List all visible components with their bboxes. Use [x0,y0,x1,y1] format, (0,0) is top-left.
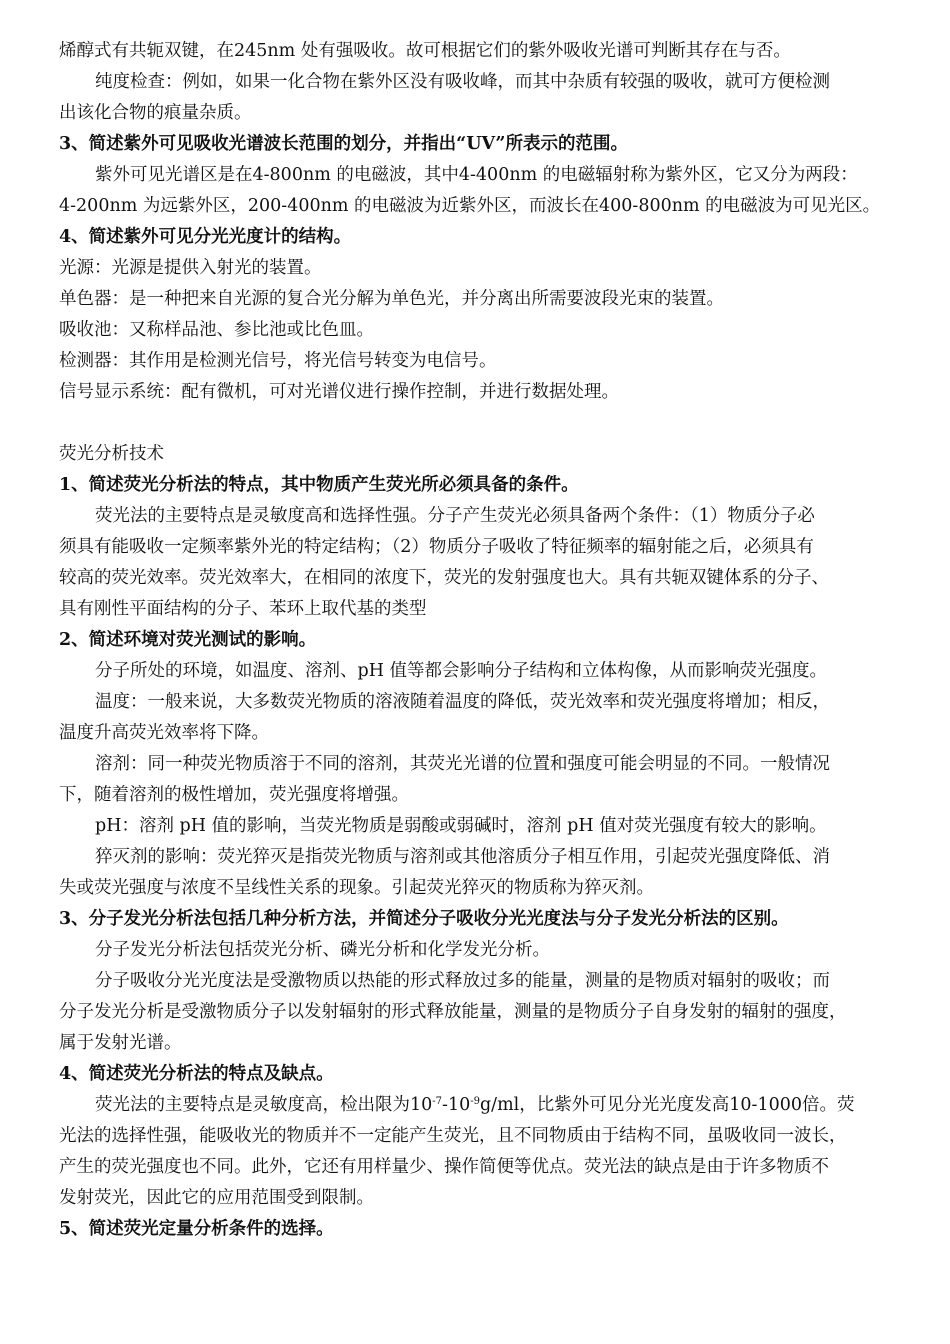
paragraph-line [59,1090,898,1121]
question-heading: 2、简述环境对荧光测试的影响。 [59,630,317,650]
paragraph-line: 具有刚性平面结构的分子、苯环上取代基的类型 [59,599,427,619]
question-heading: 1、简述荧光分析法的特点，其中物质产生荧光所必须具备的条件。 [59,475,579,495]
paragraph-line: 出该化合物的痕量杂质。 [59,103,252,123]
text-run: 荧光法的主要特点是灵敏度高，检出限为10 [95,1095,433,1115]
paragraph-line: 失或荧光强度与浓度不呈线性关系的现象。引起荧光猝灭的物质称为猝灭剂。 [59,878,654,898]
paragraph-line: 产生的荧光强度也不同。此外，它还有用样量少、操作简便等优点。荧光法的缺点是由于许多物质不 [59,1157,829,1177]
question-heading: 3、分子发光分析法包括几种分析方法，并简述分子吸收分光光度法与分子发光分析法的区别。 [59,909,789,929]
superscript: -7 [432,1096,443,1107]
text-run: -10 [442,1095,471,1115]
list-item: 吸收池：又称样品池、参比池或比色皿。 [59,320,374,340]
paragraph-line: 分子发光分析是受激物质分子以发射辐射的形式释放能量，测量的是物质分子自身发射的辐射的强度， [59,1002,847,1022]
paragraph-line: 光法的选择性强，能吸收光的物质并不一定能产生荧光，且不同物质由于结构不同，虽吸收同一波长， [59,1126,847,1146]
paragraph-line: 发射荧光，因此它的应用范围受到限制。 [59,1188,374,1208]
paragraph-line: 分子所处的环境，如温度、溶剂、pH 值等都会影响分子结构和立体构像，从而影响荧光强度。 [95,661,828,681]
question-heading: 4、简述荧光分析法的特点及缺点。 [59,1064,334,1084]
paragraph-line: 烯醇式有共轭双键，在245nm 处有强吸收。故可根据它们的紫外吸收光谱可判断其存在与否。 [59,41,791,61]
blank-line [59,408,898,439]
paragraph-line: 分子吸收分光光度法是受激物质以热能的形式释放过多的能量，测量的是物质对辐射的吸收；而 [95,971,830,991]
paragraph-line: 4-200nm 为远紫外区，200-400nm 的电磁波为近紫外区，而波长在400-800nm 的电磁波为可见光区。 [59,196,881,216]
section-title: 荧光分析技术 [59,444,164,464]
question-heading: 4、简述紫外可见分光光度计的结构。 [59,227,352,247]
paragraph-line: 溶剂：同一种荧光物质溶于不同的溶剂，其荧光光谱的位置和强度可能会明显的不同。一般情况 [95,754,830,774]
list-item: 单色器：是一种把来自光源的复合光分解为单色光，并分离出所需要波段光束的装置。 [59,289,724,309]
question-heading: 3、简述紫外可见吸收光谱波长范围的划分，并指出“UV”所表示的范围。 [59,134,628,154]
paragraph-line: 温度：一般来说，大多数荧光物质的溶液随着温度的降低，荧光效率和荧光强度将增加；相反， [95,692,830,712]
question-heading: 5、简述荧光定量分析条件的选择。 [59,1219,334,1239]
superscript: -9 [470,1096,480,1107]
paragraph-line: 较高的荧光效率。荧光效率大，在相同的浓度下，荧光的发射强度也大。具有共轭双键体系的分子、 [59,568,829,588]
paragraph-line: 荧光法的主要特点是灵敏度高和选择性强。分子产生荧光必须具备两个条件：（1）物质分子必 [95,506,815,526]
paragraph-line: 紫外可见光谱区是在4-800nm 的电磁波，其中4-400nm 的电磁辐射称为紫外区，它又分为两段： [95,165,858,185]
text-run: g/ml，比紫外可见分光光度发高10-1000倍。荧 [479,1095,855,1115]
paragraph-line: 温度升高荧光效率将下降。 [59,723,269,743]
paragraph-line: 分子发光分析法包括荧光分析、磷光分析和化学发光分析。 [95,940,550,960]
list-item: 信号显示系统：配有微机，可对光谱仪进行操作控制，并进行数据处理。 [59,382,619,402]
paragraph-line: 须具有能吸收一定频率紫外光的特定结构；（2）物质分子吸收了特征频率的辐射能之后，必须具有 [59,537,814,557]
paragraph-line: 属于发射光谱。 [59,1033,182,1053]
list-item: 光源：光源是提供入射光的装置。 [59,258,322,278]
list-item: 检测器：其作用是检测光信号，将光信号转变为电信号。 [59,351,497,371]
paragraph-line: 下，随着溶剂的极性增加，荧光强度将增强。 [59,785,409,805]
paragraph-line: 猝灭剂的影响：荧光猝灭是指荧光物质与溶剂或其他溶质分子相互作用，引起荧光强度降低、消 [95,847,830,867]
paragraph-line: pH：溶剂 pH 值的影响，当荧光物质是弱酸或弱碱时，溶剂 pH 值对荧光强度有较大的影响。 [95,816,827,836]
paragraph-line: 纯度检查：例如，如果一化合物在紫外区没有吸收峰，而其中杂质有较强的吸收，就可方便检测 [95,72,830,92]
